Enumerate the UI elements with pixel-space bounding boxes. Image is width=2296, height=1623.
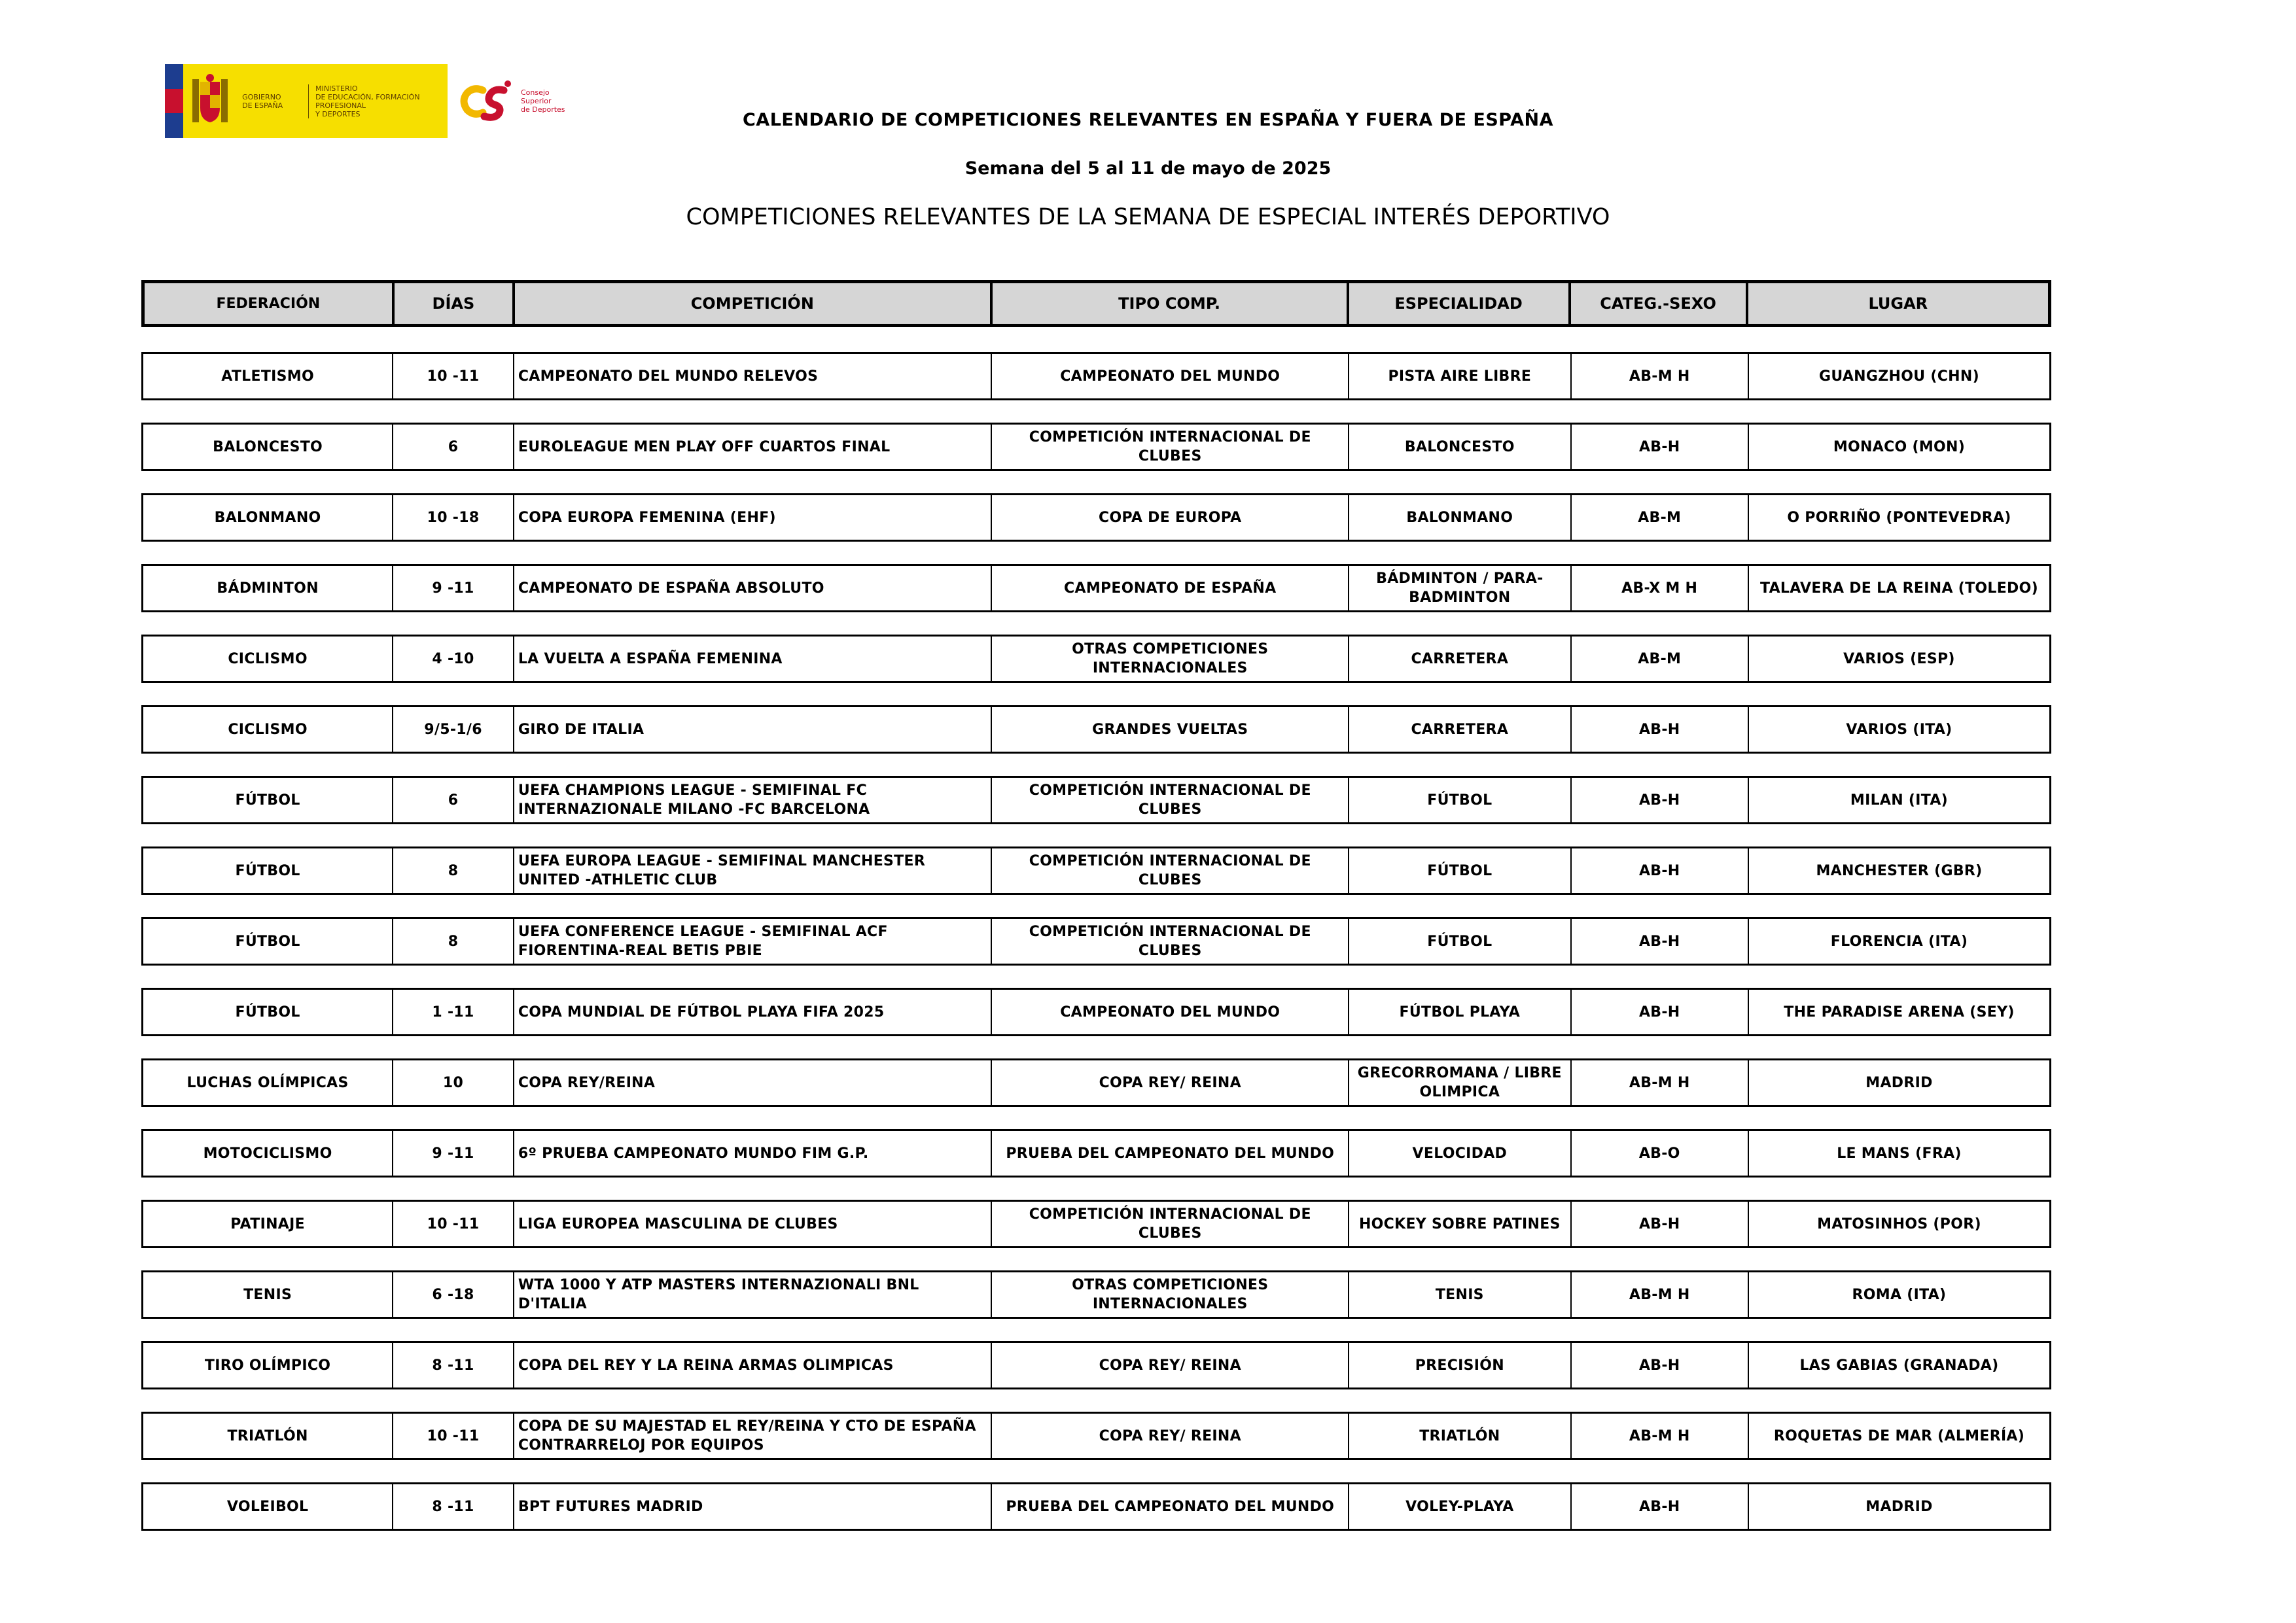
cell-categ-sexo: AB-M H [1572,1414,1749,1458]
column-header-categ-sexo: CATEG.-SEXO [1571,283,1748,324]
cell-dias: 10 -18 [393,495,514,540]
table-row [141,423,2051,471]
cell-competicion: COPA EUROPA FEMENINA (EHF) [514,495,992,540]
cell-lugar: MATOSINHOS (POR) [1817,1215,1981,1232]
cell-competicion: UEFA CHAMPIONS LEAGUE - SEMIFINAL FC INTERNAZIONALE MILANO -FC BARCELONA [514,778,992,822]
cell-categ-sexo: AB-H [1572,919,1749,964]
cell-dias: 8 [393,848,514,893]
cell-categ-sexo: AB-M H [1572,1060,1749,1105]
table-row [141,1270,2051,1319]
cell-dias: 8 [393,919,514,964]
cell-federacion: CICLISMO [143,707,393,752]
csd-name: Consejo Superior de Deportes [521,88,565,114]
cell-categ-sexo: AB-H [1572,1202,1749,1246]
cell-lugar: LAS GABIAS (GRANADA) [1799,1357,1999,1374]
cell-especialidad: FÚTBOL [1349,919,1571,964]
cell-tipo-comp: COMPETICIÓN INTERNACIONAL DE CLUBES [992,919,1349,964]
cell-dias: 10 -11 [393,354,514,398]
cell-especialidad: BALONMANO [1349,495,1571,540]
cell-especialidad: GRECORROMANA / LIBRE OLIMPICA [1349,1060,1571,1105]
document-title: CALENDARIO DE COMPETICIONES RELEVANTES EN ESPAÑA Y FUERA DE ESPAÑA [742,110,1553,130]
cell-dias: 10 [393,1060,514,1105]
cell-dias: 8 -11 [393,1343,514,1387]
cell-especialidad: FÚTBOL [1349,848,1571,893]
cell-federacion: ATLETISMO [143,354,393,398]
cell-tipo-comp: COPA REY/ REINA [992,1343,1349,1387]
table-row [141,776,2051,824]
cell-dias: 1 -11 [393,990,514,1034]
cell-categ-sexo: AB-O [1572,1131,1749,1176]
cell-tipo-comp: CAMPEONATO DEL MUNDO [992,354,1349,398]
cell-especialidad: BALONCESTO [1349,425,1571,469]
cell-federacion: CICLISMO [143,637,393,681]
cell-competicion: LIGA EUROPEA MASCULINA DE CLUBES [514,1202,992,1246]
cell-tipo-comp: PRUEBA DEL CAMPEONATO DEL MUNDO [992,1484,1349,1529]
cell-dias: 10 -11 [393,1414,514,1458]
cell-lugar: TALAVERA DE LA REINA (TOLEDO) [1759,580,2038,597]
cell-lugar: VARIOS (ITA) [1846,721,1952,738]
cell-categ-sexo: AB-H [1572,848,1749,893]
cell-especialidad: CARRETERA [1349,707,1571,752]
column-header-competicion: COMPETICIÓN [515,283,992,324]
cell-tipo-comp: GRANDES VUELTAS [992,707,1349,752]
cell-especialidad: TRIATLÓN [1349,1414,1571,1458]
cell-lugar: LE MANS (FRA) [1837,1145,1962,1162]
table-row [141,705,2051,754]
cell-competicion: BPT FUTURES MADRID [514,1484,992,1529]
table-row [141,917,2051,966]
cell-tipo-comp: COMPETICIÓN INTERNACIONAL DE CLUBES [992,848,1349,893]
cell-federacion: BALONMANO [143,495,393,540]
table-row [141,564,2051,612]
column-header-tipo-comp: TIPO COMP. [993,283,1349,324]
cell-lugar: ROMA (ITA) [1852,1286,1947,1303]
cell-dias: 6 -18 [393,1272,514,1317]
cell-tipo-comp: COPA DE EUROPA [992,495,1349,540]
cell-categ-sexo: AB-H [1572,778,1749,822]
cell-federacion: FÚTBOL [143,990,393,1034]
cell-lugar: MADRID [1865,1498,1933,1515]
cell-tipo-comp: COPA REY/ REINA [992,1414,1349,1458]
cell-especialidad: PISTA AIRE LIBRE [1349,354,1571,398]
cell-dias: 4 -10 [393,637,514,681]
cell-competicion: WTA 1000 Y ATP MASTERS INTERNAZIONALI BNL D'ITALIA [514,1272,992,1317]
cell-federacion: TENIS [143,1272,393,1317]
cell-federacion: BALONCESTO [143,425,393,469]
cell-competicion: EUROLEAGUE MEN PLAY OFF CUARTOS FINAL [514,425,992,469]
column-header-federacion: FEDERACIÓN [145,283,395,324]
cell-federacion: FÚTBOL [143,848,393,893]
cell-competicion: UEFA EUROPA LEAGUE - SEMIFINAL MANCHESTER UNITED -ATHLETIC CLUB [514,848,992,893]
column-header-lugar: LUGAR [1868,294,1928,313]
cell-tipo-comp: PRUEBA DEL CAMPEONATO DEL MUNDO [992,1131,1349,1176]
cell-categ-sexo: AB-H [1572,1343,1749,1387]
cell-categ-sexo: AB-M [1572,495,1749,540]
cell-especialidad: PRECISIÓN [1349,1343,1571,1387]
cell-competicion: GIRO DE ITALIA [514,707,992,752]
cell-categ-sexo: AB-M H [1572,1272,1749,1317]
cell-lugar: MANCHESTER (GBR) [1816,862,1983,879]
cell-competicion: LA VUELTA A ESPAÑA FEMENINA [514,637,992,681]
cell-federacion: TIRO OLÍMPICO [143,1343,393,1387]
cell-competicion: CAMPEONATO DE ESPAÑA ABSOLUTO [514,566,992,610]
table-row [141,1482,2051,1531]
table-row [141,1200,2051,1248]
cell-lugar: THE PARADISE ARENA (SEY) [1784,1003,2015,1021]
cell-competicion: CAMPEONATO DEL MUNDO RELEVOS [514,354,992,398]
cell-tipo-comp: COMPETICIÓN INTERNACIONAL DE CLUBES [992,425,1349,469]
cell-lugar: O PORRIÑO (PONTEVEDRA) [1787,509,2011,526]
cell-federacion: FÚTBOL [143,778,393,822]
table-body [141,352,2051,1531]
cell-dias: 6 [393,778,514,822]
cell-especialidad: CARRETERA [1349,637,1571,681]
cell-dias: 9 -11 [393,566,514,610]
table-row [141,352,2051,400]
column-header-especialidad: ESPECIALIDAD [1349,283,1571,324]
cell-lugar: MILAN (ITA) [1850,792,1949,809]
cell-competicion: COPA REY/REINA [514,1060,992,1105]
table-row [141,1129,2051,1178]
table-row [141,493,2051,542]
table-row [141,635,2051,683]
table-row [141,988,2051,1036]
cell-federacion: PATINAJE [143,1202,393,1246]
cell-especialidad: TENIS [1349,1272,1571,1317]
cell-lugar: MADRID [1865,1074,1933,1091]
cell-tipo-comp: CAMPEONATO DEL MUNDO [992,990,1349,1034]
table-row [141,1341,2051,1389]
cell-dias: 6 [393,425,514,469]
cell-categ-sexo: AB-H [1572,1484,1749,1529]
cell-categ-sexo: AB-H [1572,707,1749,752]
cell-competicion: UEFA CONFERENCE LEAGUE - SEMIFINAL ACF FIORENTINA-REAL BETIS PBIE [514,919,992,964]
cell-dias: 9/5-1/6 [393,707,514,752]
cell-lugar: ROQUETAS DE MAR (ALMERÍA) [1773,1427,2025,1444]
cell-tipo-comp: COMPETICIÓN INTERNACIONAL DE CLUBES [992,1202,1349,1246]
cell-federacion: BÁDMINTON [143,566,393,610]
ministry-name: MINISTERIO DE EDUCACIÓN, FORMACIÓN PROFESIONAL Y DEPORTES [308,84,448,118]
cell-federacion: TRIATLÓN [143,1414,393,1458]
cell-tipo-comp: COPA REY/ REINA [992,1060,1349,1105]
table-row [141,1058,2051,1107]
cell-tipo-comp: CAMPEONATO DE ESPAÑA [992,566,1349,610]
cell-especialidad: BÁDMINTON / PARA-BADMINTON [1349,566,1571,610]
cell-especialidad: FÚTBOL PLAYA [1349,990,1571,1034]
cell-competicion: COPA DE SU MAJESTAD EL REY/REINA Y CTO DE ESPAÑA CONTRARRELOJ POR EQUIPOS [514,1414,992,1458]
cell-especialidad: VOLEY-PLAYA [1349,1484,1571,1529]
table-row [141,1412,2051,1460]
cell-competicion: COPA DEL REY Y LA REINA ARMAS OLIMPICAS [514,1343,992,1387]
government-name: GOBIERNO DE ESPAÑA [242,92,283,110]
cell-dias: 8 -11 [393,1484,514,1529]
cell-categ-sexo: AB-H [1572,990,1749,1034]
cell-lugar: VARIOS (ESP) [1843,650,1955,667]
week-label: Semana del 5 al 11 de mayo de 2025 [964,158,1332,179]
cell-categ-sexo: AB-M [1572,637,1749,681]
cell-dias: 10 -11 [393,1202,514,1246]
cell-categ-sexo: AB-M H [1572,354,1749,398]
competitions-table [141,280,2051,1531]
cell-federacion: VOLEIBOL [143,1484,393,1529]
cell-categ-sexo: AB-H [1572,425,1749,469]
cell-dias: 9 -11 [393,1131,514,1176]
section-subtitle: COMPETICIONES RELEVANTES DE LA SEMANA DE ESPECIAL INTERÉS DEPORTIVO [686,204,1610,230]
cell-competicion: 6º PRUEBA CAMPEONATO MUNDO FIM G.P. [514,1131,992,1176]
cell-especialidad: VELOCIDAD [1349,1131,1571,1176]
cell-categ-sexo: AB-X M H [1572,566,1749,610]
cell-federacion: LUCHAS OLÍMPICAS [143,1060,393,1105]
cell-federacion: MOTOCICLISMO [143,1131,393,1176]
cell-tipo-comp: OTRAS COMPETICIONES INTERNACIONALES [992,1272,1349,1317]
cell-especialidad: HOCKEY SOBRE PATINES [1349,1202,1571,1246]
cell-lugar: GUANGZHOU (CHN) [1819,368,1979,385]
column-header-dias: DÍAS [395,283,515,324]
cell-tipo-comp: OTRAS COMPETICIONES INTERNACIONALES [992,637,1349,681]
cell-tipo-comp: COMPETICIÓN INTERNACIONAL DE CLUBES [992,778,1349,822]
table-row [141,846,2051,895]
cell-federacion: FÚTBOL [143,919,393,964]
cell-especialidad: FÚTBOL [1349,778,1571,822]
cell-lugar: MONACO (MON) [1833,438,1966,455]
cell-lugar: FLORENCIA (ITA) [1830,933,1968,950]
table-header [141,280,2051,327]
cell-competicion: COPA MUNDIAL DE FÚTBOL PLAYA FIFA 2025 [514,990,992,1034]
